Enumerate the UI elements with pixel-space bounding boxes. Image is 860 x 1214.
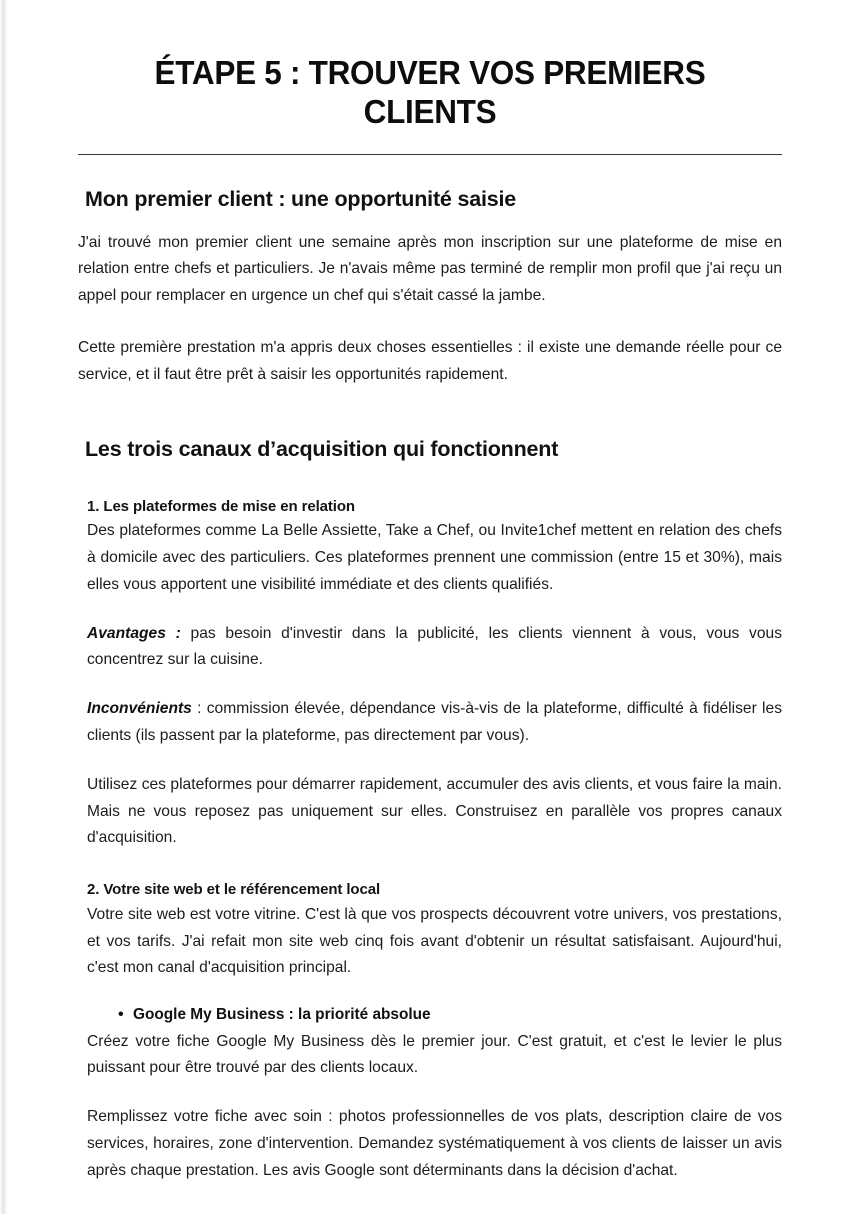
paragraph-avantages [78, 599, 782, 675]
inconvenients-text: : commission élevée, dépendance vis-à-vis de la plateforme, difficulté à fidéliser les clients (ils passent par la plateforme, pas directement par vous). [87, 700, 782, 745]
paragraph-inconvenients [78, 674, 782, 750]
paragraph-plateformes-closing: Utilisez ces plateformes pour démarrer rapidement, accumuler des avis clients, et vous faire la main. Mais ne vous reposez pas uniquement sur elles. Construisez en parallèle vos propres canaux d'acquisition. [87, 775, 782, 847]
section-heading-premier-client: Mon premier client : une opportunité saisie [85, 186, 517, 211]
inconvenients-label: Inconvénients [87, 700, 192, 718]
list-item: • Google My Business : la priorité absolue [118, 1004, 782, 1026]
paragraph-premier-client-1: J'ai trouvé mon premier client une semaine après mon inscription sur une plateforme de mise en relation entre chefs et particuliers. Je n'avais même pas terminé de remplir mon profil que j'ai reçu un appel pour remplacer en urgence un chef qui s'était cassé la jambe. [78, 233, 782, 305]
section-heading-trois-canaux: Les trois canaux d’acquisition qui fonctionnent [85, 436, 559, 461]
subsection-title-plateformes: 1. Les plateformes de mise en relation [87, 497, 355, 515]
paragraph-google-my-business-body: Créez votre fiche Google My Business dès le premier jour. C'est gratuit, et c'est le levier le plus puissant pour être trouvé par des clients locaux. [87, 1032, 782, 1077]
paragraph-premier-client-2: Cette première prestation m'a appris deux choses essentielles : il existe une demande réelle pour ce service, et il faut être prêt à saisir les opportunités rapidement. [78, 339, 782, 383]
bullet-list-google-my-business [78, 982, 782, 1026]
paragraph-plateformes-body: Des plateformes comme La Belle Assiette, Take a Chef, ou Invite1chef mettent en relation des chefs à domicile avec des particuliers. Ces plateformes prennent une commission (entre 15 et 30%), mais elles vous apportent une visibilité immédiate et des clients qualifiés. [87, 522, 782, 593]
paragraph-site-web-body: Votre site web est votre vitrine. C'est là que vos prospects découvrent votre univers, vos prestations, et vos tarifs. J'ai refait mon site web cinq fois avant d'obtenir un résultat satisfaisant. Aujourd'hui, c'est mon canal d'acquisition principal. [87, 905, 782, 977]
avantages-label: Avantages : [87, 624, 181, 642]
paragraph-site-web-closing: Remplissez votre fiche avec soin : photos professionnelles de vos plats, description claire de vos services, horaires, zone d'intervention. Demandez systématiquement à vos clients de laisser un avis après chaque prestation. Les avis Google sont déterminants dans la décision d'achat. [87, 1108, 782, 1179]
document-content [78, 0, 782, 1185]
page-title: ÉTAPE 5 : TROUVER VOS PREMIERS CLIENTS [154, 55, 706, 131]
avantages-text: pas besoin d'investir dans la publicité, les clients viennent à vous, vous vous concentrez sur la cuisine. [87, 624, 782, 669]
subsection-title-site-web: 2. Votre site web et le référencement local [87, 881, 381, 899]
